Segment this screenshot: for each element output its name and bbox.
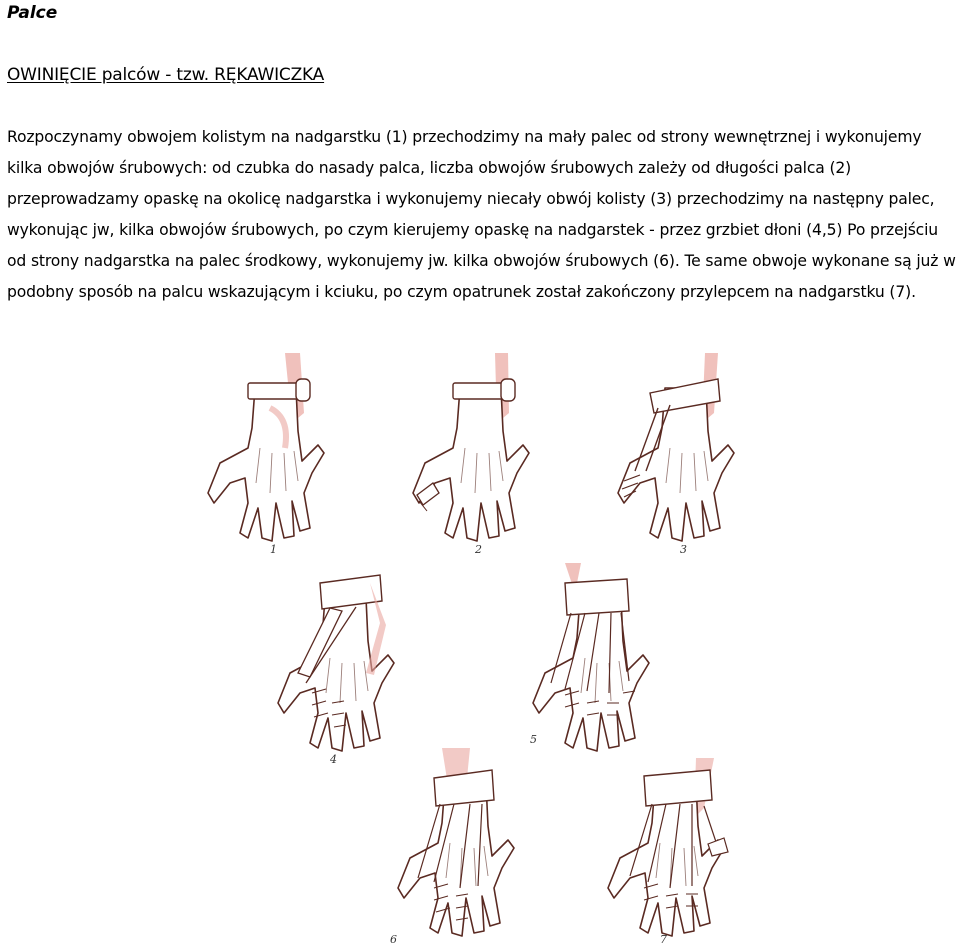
instruction-paragraph: Rozpoczynamy obwojem kolistym na nadgarstku (1) przechodzimy na mały palec od strony wewnętrznej i wykonujemy kilka obwojów śrubowych: od czubka do nasady palca, liczba obwojów śrubowych zależy od długości palca (2) przeprowadzamy opaskę na okolicę nadgarstka i wykonujemy niecały obwój kolisty (3) przechodzimy na następny palec, wykonując jw, kilka obwojów śrubowych, po czym kierujemy opaskę na nadgarstek - przez grzbiet dłoni (4,5) Po przejściu od strony nadgarstka na palec środkowy, wykonujemy jw. kilka obwojów śrubowych (6). Te same obwoje wykonane są już w podobny sposób na palcu wskazującym i kciuku, po czym opatrunek został zakończony przylepcem na nadgarstku (7). [7, 128, 956, 301]
section-subtitle: OWINIĘCIE palców - tzw. RĘKAWICZKA [7, 65, 325, 85]
figure-label-6: 6 [390, 933, 397, 946]
figure-7 [608, 758, 728, 946]
figure-4 [278, 575, 394, 766]
figure-label-3: 3 [680, 543, 687, 556]
figure-1 [208, 353, 324, 556]
figure-2 [413, 353, 529, 556]
figure-label-5: 5 [530, 733, 537, 746]
bandage-illustration [180, 338, 800, 948]
figure-label-2: 2 [475, 543, 482, 556]
figure-label-1: 1 [270, 543, 277, 556]
figure-5 [530, 563, 649, 751]
figure-label-7: 7 [660, 933, 667, 946]
figure-label-4: 4 [330, 753, 337, 766]
figure-3 [618, 353, 734, 556]
page-title: Palce [7, 3, 58, 23]
figure-6 [390, 748, 514, 946]
